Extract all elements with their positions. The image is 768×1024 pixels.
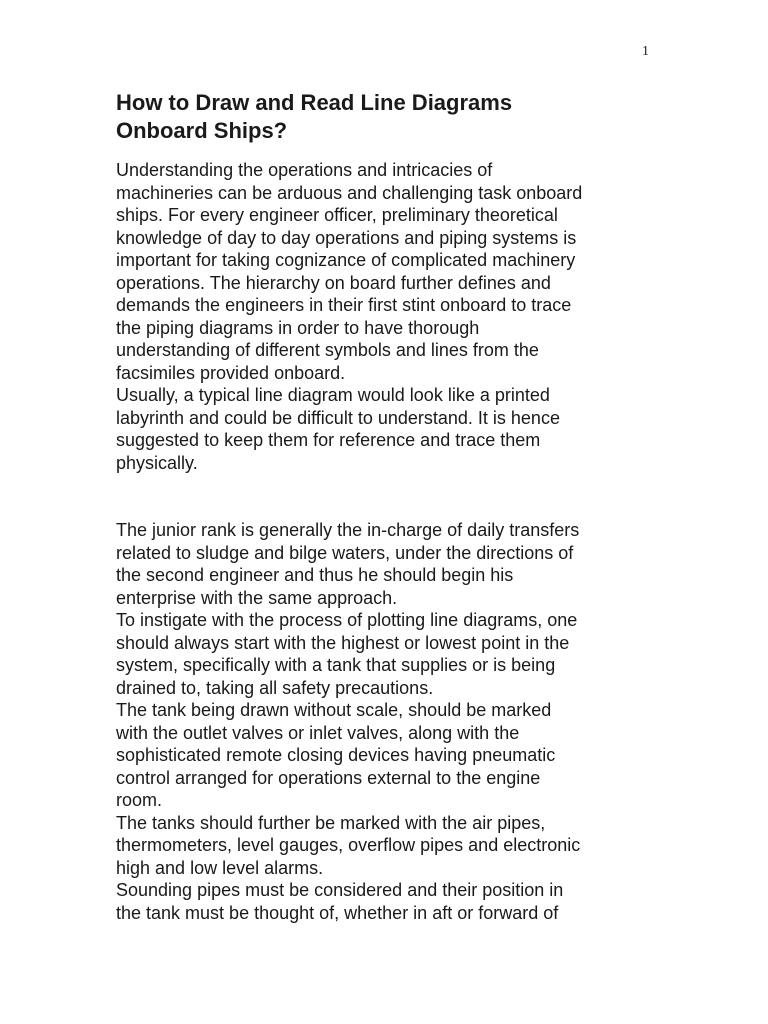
text-line: understanding of different symbols and lines from the: [116, 340, 539, 360]
text-line: room.: [116, 790, 163, 810]
title-line: Onboard Ships?: [116, 118, 288, 143]
text-line: related to sludge and bilge waters, under the directions of: [116, 542, 574, 563]
text-line: The junior rank is generally the in-charge of daily transfers: [116, 520, 580, 540]
text-line: The tank being drawn without scale, should be marked: [116, 700, 552, 720]
paragraph-tank-scale: [116, 699, 656, 812]
text-line: system, specifically with a tank that supplies or is being: [116, 655, 556, 675]
text-line: Usually, a typical line diagram would look like a printed: [116, 385, 550, 405]
text-line: the tank must be thought of, whether in aft or forward of: [116, 902, 559, 923]
text-line: physically.: [116, 452, 198, 473]
paragraph-instigate: [116, 609, 656, 699]
text-line: with the outlet valves or inlet valves, along with the: [116, 722, 520, 743]
text-line: drained to, taking all safety precautions.: [116, 677, 434, 698]
text-line: To instigate with the process of plotting line diagrams, one: [116, 610, 578, 630]
text-line: labyrinth and could be difficult to understand. It is hence: [116, 407, 560, 428]
text-line: sophisticated remote closing devices having pneumatic: [116, 745, 556, 765]
page-number: 1: [642, 44, 649, 59]
text-line: facsimiles provided onboard.: [116, 362, 346, 383]
text-line: Sounding pipes must be considered and their position in: [116, 880, 564, 900]
paragraph-gap: [116, 474, 656, 519]
text-line: suggested to keep them for reference and trace them: [116, 430, 541, 450]
text-line: knowledge of day to day operations and piping systems is: [116, 227, 577, 248]
paragraph-labyrinth: [116, 384, 656, 474]
paragraph-air-pipes: [116, 812, 656, 880]
text-line: should always start with the highest or lowest point in the: [116, 632, 570, 653]
text-line: machineries can be arduous and challenging task onboard: [116, 182, 583, 203]
document-title: [116, 89, 656, 145]
document-body: [116, 89, 656, 924]
paragraph-junior-rank: [116, 519, 656, 609]
text-line: the second engineer and thus he should begin his: [116, 565, 514, 585]
text-line: high and low level alarms.: [116, 857, 324, 878]
paragraph-sounding-pipes: [116, 879, 656, 924]
text-line: ships. For every engineer officer, preliminary theoretical: [116, 205, 558, 225]
text-line: important for taking cognizance of complicated machinery: [116, 250, 576, 270]
text-line: enterprise with the same approach.: [116, 587, 398, 608]
paragraph-intro: [116, 159, 656, 384]
text-line: thermometers, level gauges, overflow pipes and electronic: [116, 835, 581, 855]
text-line: demands the engineers in their first stint onboard to trace: [116, 295, 572, 315]
text-line: control arranged for operations external to the engine: [116, 767, 541, 788]
text-line: Understanding the operations and intricacies of: [116, 160, 493, 180]
title-line: How to Draw and Read Line Diagrams: [116, 90, 513, 115]
text-line: the piping diagrams in order to have thorough: [116, 317, 480, 338]
text-line: operations. The hierarchy on board further defines and: [116, 272, 551, 293]
text-line: The tanks should further be marked with the air pipes,: [116, 812, 546, 833]
